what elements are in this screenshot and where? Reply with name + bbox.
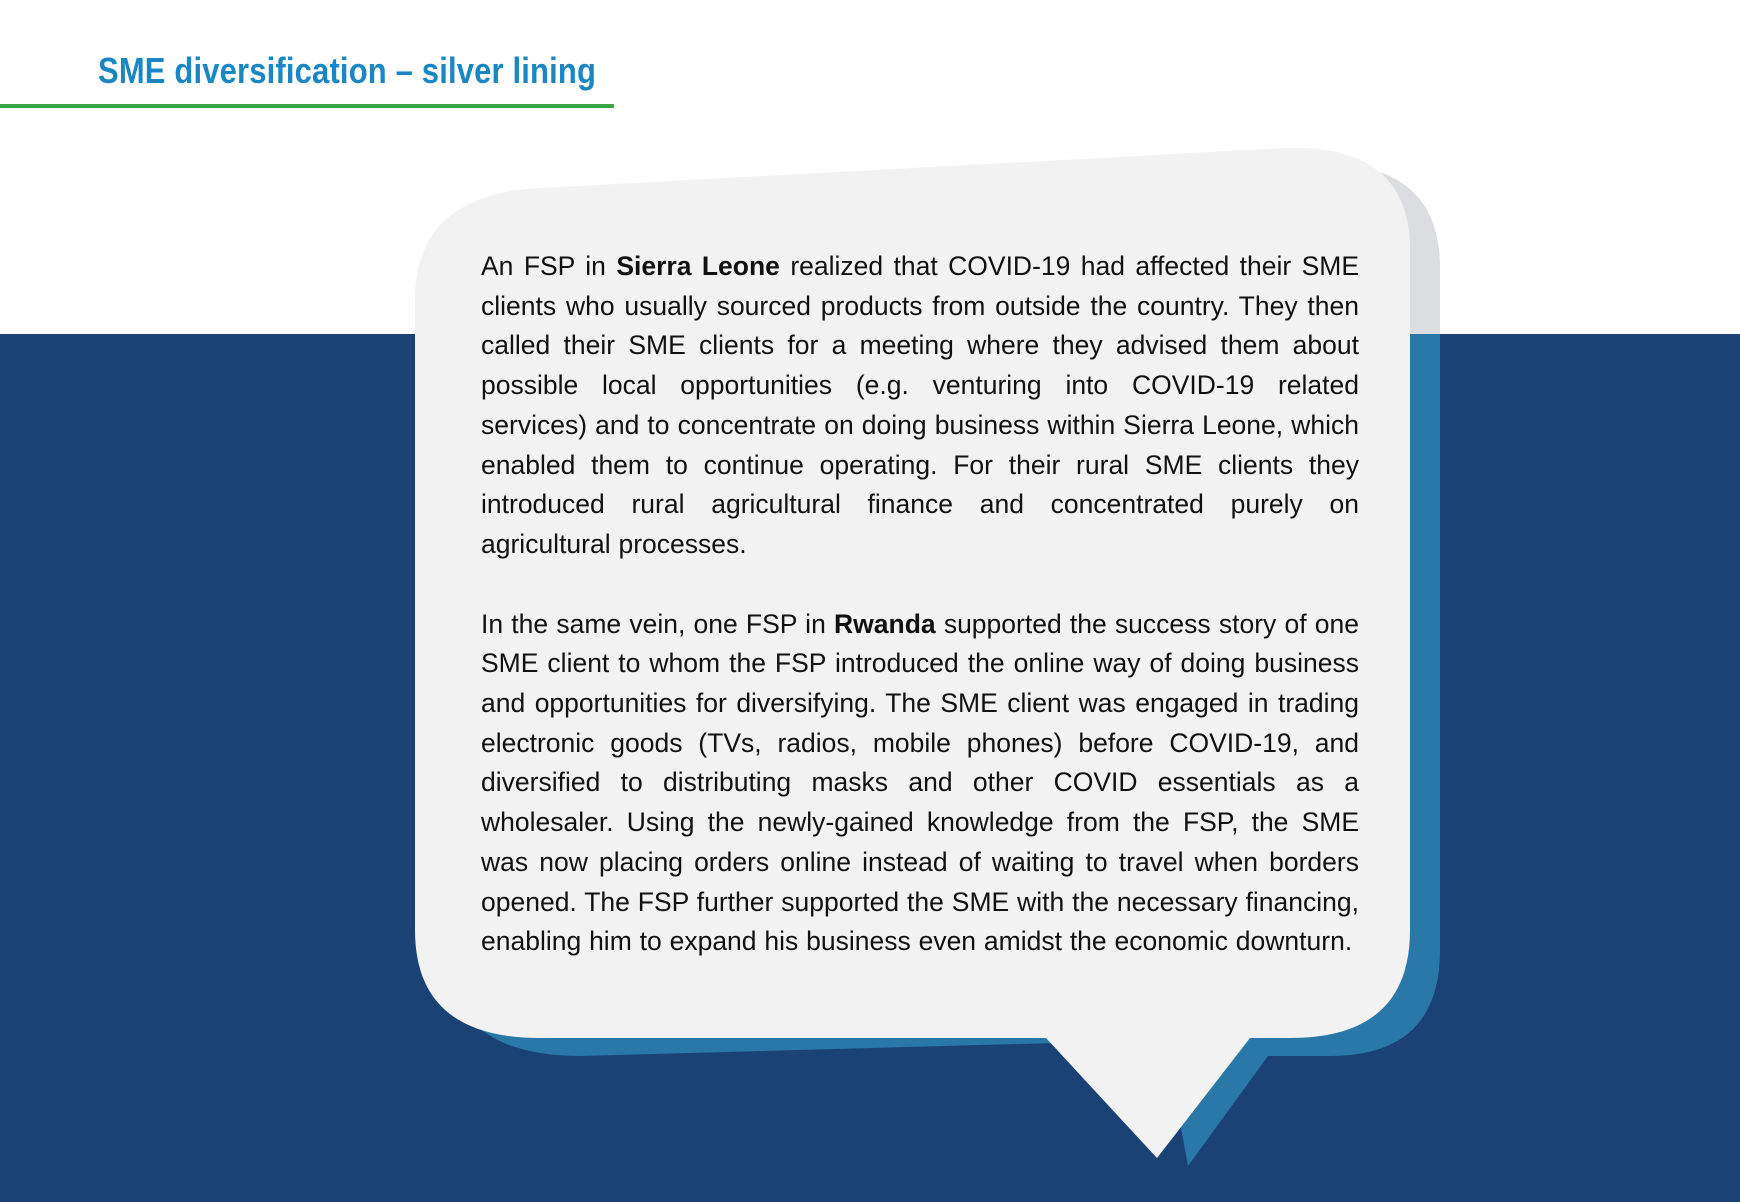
paragraph-text: realized that COVID-19 had affected their SME clients who usually sourced products from outside the country. They then called their SME clients for a meeting where they advised them about possible local opportunities (e.g. venturing into COVID-19 related services) and to concentrate on doing business within Sierra Leone, which enabled them to continue operating. For their rural SME clients they introduced rural agricultural finance and concentrated purely on agricultural processes.: [481, 251, 1359, 559]
page-title: SME diversification – silver lining: [98, 50, 597, 91]
paragraph-text: supported the success story of one SME client to whom the FSP introduced the online way of doing business and opportunities for diversifying. The SME client was engaged in trading electronic goods (TVs, radios, mobile phones) before COVID-19, and diversified to distributing masks and other COVID essentials as a wholesaler. Using the newly-gained knowledge from the FSP, the SME was now placing orders online instead of waiting to travel when borders opened. The FSP further supported the SME with the necessary financing, enabling him to expand his business even amidst the economic downturn.: [481, 608, 1359, 957]
paragraph-text: An FSP in: [481, 251, 617, 281]
country-name-bold: Sierra Leone: [616, 251, 780, 281]
paragraph-rwanda: [481, 605, 1359, 962]
country-name-bold: Rwanda: [834, 608, 936, 639]
paragraph-text: In the same vein, one FSP in: [481, 608, 835, 639]
bubble-text: [481, 247, 1359, 1002]
paragraph-sierra-leone: [481, 247, 1359, 565]
